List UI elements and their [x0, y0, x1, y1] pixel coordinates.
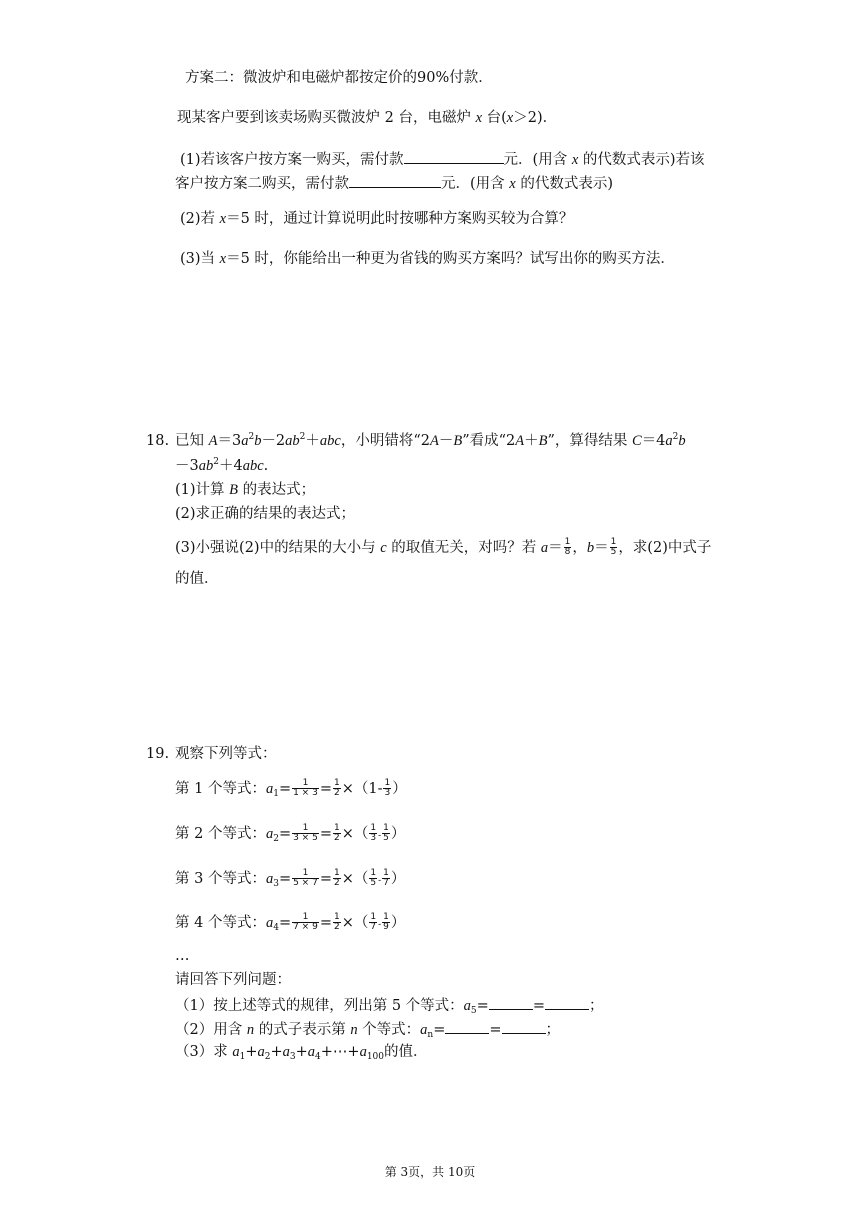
problem-18-line-1: 已知 $A=3a^2b-2ab^2+abc$，小明错将“2A－B”看成“2A＋B”，算得结果 $C=4a^2b$ [175, 432, 686, 449]
problem-19-prompt: 请回答下列问题： [175, 972, 291, 988]
answer-blank-plan1[interactable] [404, 150, 504, 164]
problem-18-line-2: $-3ab^2+4abc$. [175, 457, 269, 474]
question-2-text: (2)若 x＝5 时，通过计算说明此时按哪种方案购买较为合算？ [180, 211, 574, 227]
equation-4: 第 4 个等式：$a_4=$ $\frac{1}{7 \times 9}$ = $\frac{1}{2}$ ×（ $\frac{1}{7}$ - $\frac{1}{9}$ ） [175, 912, 406, 933]
equation-2: 第 2 个等式：$a_2=$ $\frac{1}{3 \times 5}$ = $\frac{1}{2}$ ×（ $\frac{1}{3}$ - $\frac{1}{5}$ ） [175, 823, 406, 844]
plan-two-text: 方案二：微波炉和电磁炉都按定价的90%付款． [185, 70, 493, 86]
question-1-line-2: 客户按方案二购买，需付款 元．(用含 x 的代数式表示) [175, 176, 613, 192]
problem-19-question-1: （1）按上述等式的规律，列出第 5 个等式：$a_5=$ = ； [175, 998, 604, 1016]
ellipsis: … [175, 948, 190, 964]
problem-19-number: 19. [146, 746, 170, 762]
fraction-b-value: $\frac{1}{5}$ [610, 537, 617, 558]
problem-18-sub-2: (2)求正确的结果的表达式； [175, 506, 356, 522]
answer-blank-a5-second[interactable] [545, 996, 589, 1010]
equation-1: 第 1 个等式：$a_1=$ $\frac{1}{1 \times 3}$ = $\frac{1}{2}$ ×（1- $\frac{1}{3}$ ） [175, 778, 407, 799]
answer-blank-plan2[interactable] [349, 174, 441, 188]
answer-blank-a5-first[interactable] [489, 996, 533, 1010]
problem-19-question-3: （3）求 $a_1+a_2+a_3+a_4+\cdots+a_{100}$的值． [175, 1044, 428, 1062]
answer-blank-an-first[interactable] [445, 1020, 489, 1034]
page-footer: 第 3页，共 10页 [384, 1165, 476, 1179]
question-1-line-1: (1)若该客户按方案一购买，需付款 元．(用含 x 的代数式表示)若该 [180, 152, 705, 168]
problem-18-sub-3: (3)小强说(2)中的结果的大小与 c 的取值无关，对吗？若 a＝ $\frac{1}{8}$ ，b＝ $\frac{1}{5}$ ，求(2)中式子 [175, 537, 712, 558]
problem-18-number: 18. [146, 433, 170, 449]
problem-19-question-2: （2）用含 n 的式子表示第 n 个等式：$a_n=$ = ； [175, 1022, 561, 1040]
problem-18-sub-3-cont: 的值． [175, 571, 219, 587]
problem-18-sub-1: (1)计算 B 的表达式； [175, 482, 316, 498]
answer-blank-an-second[interactable] [502, 1020, 546, 1034]
equation-3: 第 3 个等式：$a_3=$ $\frac{1}{5 \times 7}$ = $\frac{1}{2}$ ×（ $\frac{1}{5}$ - $\frac{1}{7}$ ） [175, 868, 406, 889]
fraction-a-value: $\frac{1}{8}$ [564, 537, 571, 558]
problem-19-intro: 观察下列等式： [175, 746, 277, 762]
scenario-text: 现某客户要到该卖场购买微波炉 2 台，电磁炉 x 台(x＞2)． [177, 110, 558, 126]
question-3-text: (3)当 x＝5 时，你能给出一种更为省钱的购买方案吗？试写出你的购买方法． [180, 251, 675, 267]
